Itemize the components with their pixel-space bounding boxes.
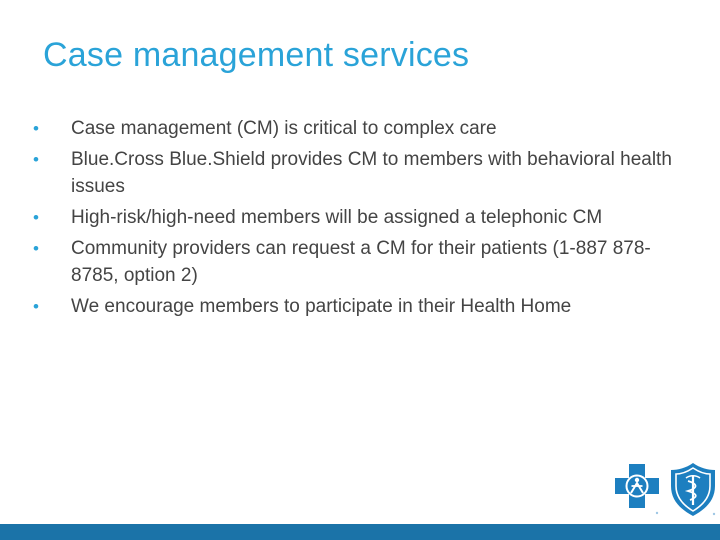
bullet-item [30, 204, 680, 231]
bullet-dot-icon: • [33, 150, 39, 169]
bullet-item [30, 115, 680, 142]
bottom-bar [0, 524, 720, 540]
bullet-text: We encourage members to participate in their Health Home [71, 296, 572, 317]
blue-shield-icon [668, 460, 718, 518]
bullet-text: Community providers can request a CM for their patients (1-887 878-8785, option 2) [71, 238, 651, 286]
slide-title: Case management services [43, 36, 470, 74]
bullet-dot-icon: • [33, 239, 39, 258]
bullet-dot-icon: • [33, 119, 39, 138]
blue-cross-icon [612, 460, 662, 518]
bullet-item [30, 293, 680, 320]
bullet-item [30, 235, 680, 289]
bullet-dot-icon: • [33, 297, 39, 316]
bullet-item [30, 146, 680, 200]
bullet-text: Blue.Cross Blue.Shield provides CM to members with behavioral health issues [71, 149, 672, 197]
bullet-text: High-risk/high-need members will be assigned a telephonic CM [71, 207, 603, 228]
bullet-list [30, 115, 680, 320]
bullet-dot-icon: • [33, 208, 39, 227]
bullet-text: Case management (CM) is critical to complex care [71, 118, 497, 139]
